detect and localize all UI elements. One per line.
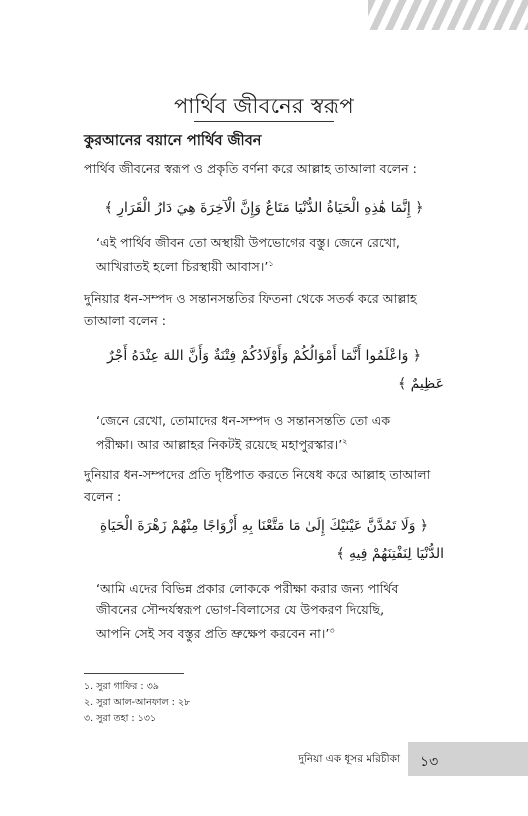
translation-quote-1	[96, 232, 446, 277]
quote-3-line-2: জীবনের সৌন্দর্যস্বরূপ ভোগ-বিলাসের যে উপকরণ দিয়েছি,	[96, 602, 385, 617]
footnote-1: ১. সুরা গাফির : ৩৯	[84, 681, 159, 692]
footnote-3: ৩. সুরা তহা : ১৩১	[84, 713, 157, 724]
quote-1-text: আখিরাতই হলো চিরস্থায়ী আবাস।’	[96, 259, 269, 275]
intro-2-line-1: দুনিয়ার ধন-সম্পদ ও সন্তানসন্ততির ফিতনা থেকে সতর্ক করে আল্লাহ	[84, 291, 417, 306]
intro-3-line-2: বলেন :	[84, 489, 122, 504]
footnote-2: ২. সুরা আল-আনফাল : ২৮	[84, 697, 191, 708]
ayah-3	[84, 512, 444, 568]
footnote-ref-1: ১	[268, 259, 274, 268]
title-underline	[194, 121, 334, 122]
footnote-ref-3: ৩	[329, 626, 335, 635]
intro-3-line-1: দুনিয়ার ধন-সম্পদের প্রতি দৃষ্টিপাত করতে নিষেধ করে আল্লাহ তাআলা	[84, 467, 431, 482]
quote-2-text: পরীক্ষা। আর আল্লাহর নিকটই রয়েছে মহাপুরস্কার।’	[96, 437, 343, 453]
running-footer-title: দুনিয়া এক ধূসর মরিচীকা	[298, 753, 400, 765]
quote-2-line-2	[96, 431, 446, 455]
intro-2-line-2: তাআলা বলেন :	[84, 313, 167, 328]
quote-2-line-1: ‘জেনে রেখো, তোমাদের ধন-সম্পদ ও সন্তানসন্ততি তো এক	[96, 413, 391, 428]
ayah-2	[84, 342, 444, 398]
intro-paragraph-3	[84, 464, 444, 508]
footnote-divider	[84, 673, 184, 674]
ayah-3-line-1: ﴿ وَلَا تَمُدَّنَّ عَيْنَيْكَ إِلَىٰ مَا مَتَّعْنَا بِهِ أَزْوَاجًا مِنْهُمْ زَهْرَةَ الْحَيَاةِ	[99, 518, 429, 534]
page-number: ১৩	[420, 754, 439, 770]
intro-paragraph-2	[84, 288, 444, 332]
quote-3-line-1: ‘আমি এদের বিভিন্ন প্রকার লোককে পরীক্ষা করার জন্য পার্থিব	[96, 581, 399, 596]
quote-3-text: আপনি সেই সব বস্তুর প্রতি ভ্রুক্ষেপ করবেন না।’	[96, 626, 330, 642]
ayah-2-line-2: عَظِيمٌ ﴾	[397, 376, 444, 392]
decorative-stripes	[368, 0, 528, 30]
intro-paragraph-1: পার্থিব জীবনের স্বরূপ ও প্রকৃতি বর্ণনা করে আল্লাহ তাআলা বলেন :	[84, 161, 417, 176]
ayah-3-line-2: الدُّنْيَا لِنَفْتِنَهُمْ فِيهِ ﴾	[336, 546, 444, 562]
translation-quote-2	[96, 410, 446, 455]
quote-1-line-1: ‘এই পার্থিব জীবন তো অস্থায়ী উপভোগের বস্তু। জেনে রেখো,	[96, 235, 400, 250]
translation-quote-3	[96, 578, 446, 644]
footnote-ref-2: ২	[342, 437, 348, 446]
page-title: পার্থিব জীবনের স্বরূপ	[174, 94, 354, 118]
quote-1-line-2	[96, 253, 446, 277]
section-heading: কুরআনের বয়ানে পার্থিব জীবন	[84, 133, 262, 149]
ayah-1: ﴿ إِنَّمَا هَٰذِهِ الْحَيَاةُ الدُّنْيَا مَتَاعٌ وَإِنَّ الْآخِرَةَ هِيَ دَارُ الْقَرَارِ ﴾	[104, 200, 424, 216]
quote-3-line-3	[96, 620, 446, 644]
ayah-2-line-1: ﴿ وَاعْلَمُوا أَنَّمَا أَمْوَالُكُمْ وَأَوْلَادُكُمْ فِتْنَةٌ وَأَنَّ اللهَ عِنْدَهُ أَجْرٌ	[106, 348, 422, 364]
